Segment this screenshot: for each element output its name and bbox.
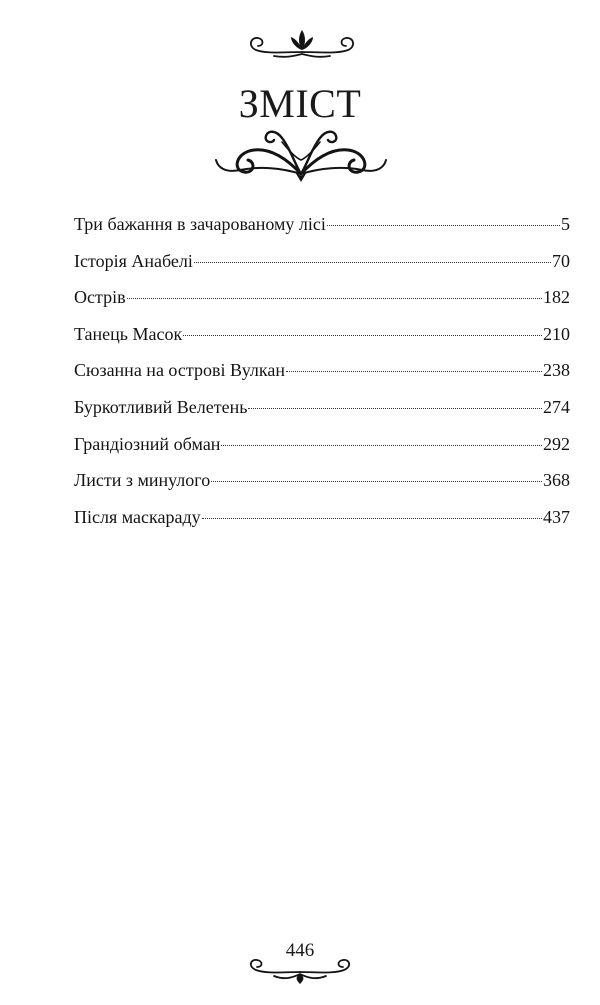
toc-entry-title: Після маскараду — [74, 506, 201, 527]
toc-entry-title: Листи з минулого — [74, 470, 211, 491]
dot-leader — [211, 481, 542, 482]
toc-entry[interactable] — [74, 206, 570, 243]
toc-entry[interactable] — [74, 389, 570, 426]
dot-leader — [286, 371, 542, 372]
toc-entry-title: Танець Масок — [74, 323, 183, 344]
dot-leader — [202, 518, 542, 519]
toc-entry[interactable] — [74, 279, 570, 316]
toc-entry-title: Сюзанна на острові Вулкан — [74, 360, 286, 381]
toc-entry-page: 182 — [543, 287, 570, 308]
toc-entry[interactable] — [74, 316, 570, 353]
page-footer — [244, 936, 356, 994]
toc-entry[interactable] — [74, 352, 570, 389]
toc-entry-title: Буркотливий Велетень — [74, 396, 248, 417]
page-title: ЗМІСТ — [238, 81, 362, 126]
title-flourish-ornament-icon — [210, 122, 392, 184]
toc-entry-title: Острів — [74, 287, 126, 308]
top-flourish-ornament-icon — [244, 22, 360, 62]
toc-entry-page: 292 — [543, 433, 570, 454]
toc-entry-page: 368 — [543, 470, 570, 491]
table-of-contents — [74, 206, 570, 535]
dot-leader — [221, 445, 542, 446]
toc-entry-title: Три бажання в зачарованому лісі — [74, 214, 326, 234]
toc-entry-page: 437 — [543, 506, 570, 527]
toc-entry-title: Історія Анабелі — [74, 250, 193, 271]
toc-entry[interactable] — [74, 243, 570, 280]
footer-flourish-ornament-icon — [244, 958, 356, 988]
dot-leader — [194, 262, 551, 263]
toc-entry-page: 5 — [561, 214, 570, 234]
toc-entry-page: 238 — [543, 360, 570, 381]
toc-entry[interactable] — [74, 462, 570, 499]
toc-entry[interactable] — [74, 426, 570, 463]
dot-leader — [127, 298, 542, 299]
toc-entry-title: Грандіозний обман — [74, 433, 221, 454]
toc-entry-page: 210 — [543, 323, 570, 344]
dot-leader — [327, 225, 560, 226]
dot-leader — [248, 408, 542, 409]
dot-leader — [183, 335, 542, 336]
page-number: 446 — [285, 940, 315, 961]
toc-entry-page: 274 — [543, 396, 570, 417]
toc-entry-page: 70 — [552, 250, 570, 271]
toc-entry[interactable] — [74, 499, 570, 536]
